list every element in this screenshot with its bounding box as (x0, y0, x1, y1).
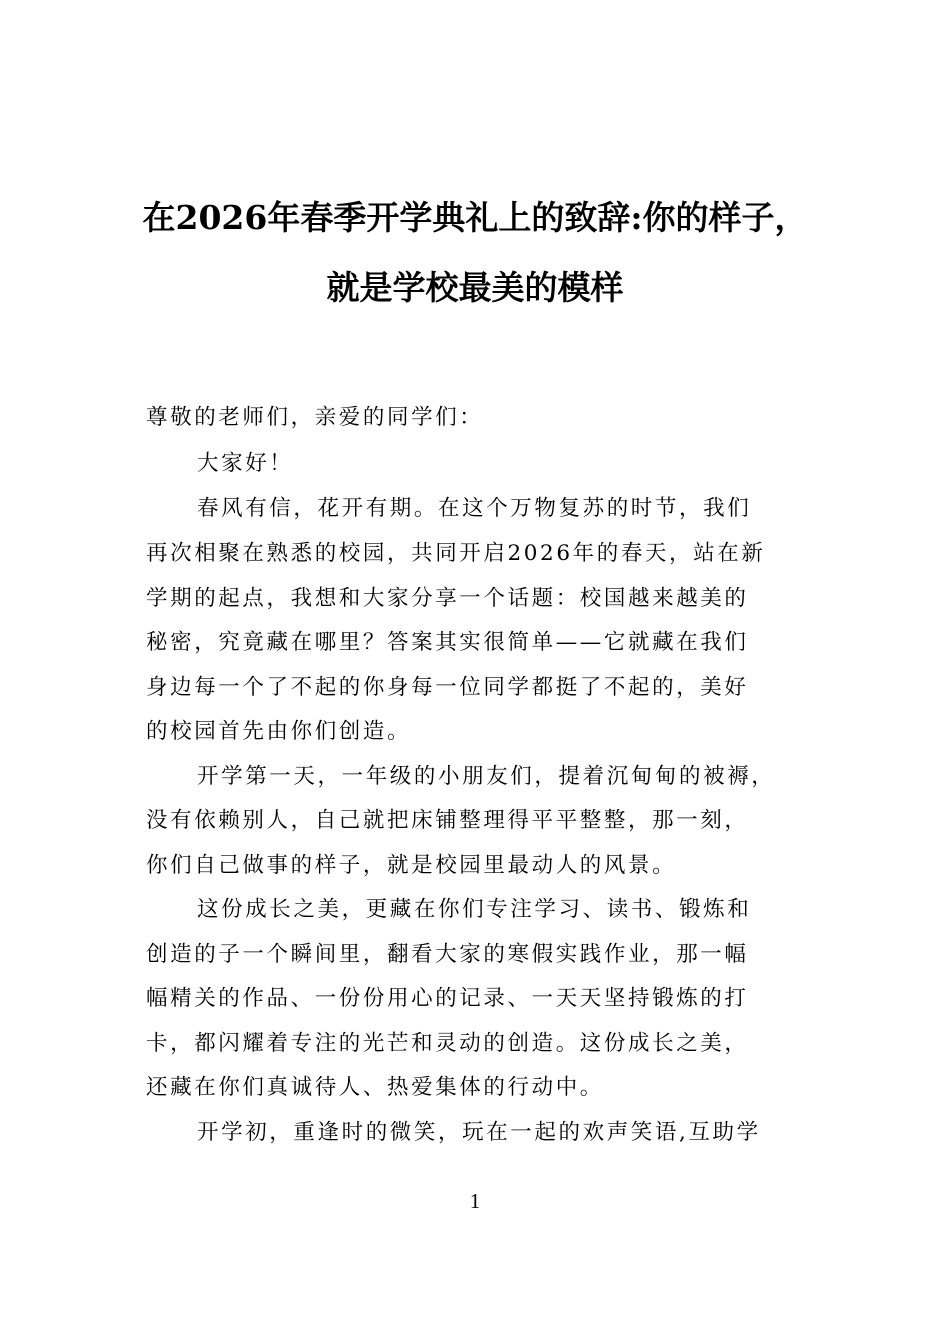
title-line-1: 在2026年春季开学典礼上的致辞:你的样子， (142, 198, 808, 237)
title-line-2: 就是学校最美的模样 (326, 268, 624, 307)
paragraph-line: 这份成长之美，更藏在你们专注学习、读书、锻炼和 (197, 897, 752, 922)
paragraph-line: 身边每一个了不起的你身每一位同学都挺了不起的，美好 (146, 675, 749, 700)
paragraph-line: 创造的子一个瞬间里，翻看大家的寒假实践作业，那一幅 (146, 942, 749, 967)
paragraph-line: 春风有信，花开有期。在这个万物复苏的时节，我们 (197, 496, 752, 521)
paragraph-line: 幅精关的作品、一份份用心的记录、一天天坚持锻炼的打 (146, 986, 749, 1011)
paragraph-line: 卡，都闪耀着专注的光芒和灵动的创造。这份成长之美， (146, 1031, 749, 1056)
paragraph-line: 还藏在你们真诚待人、热爱集体的行动中。 (146, 1075, 604, 1100)
greeting: 大家好！ (197, 451, 294, 476)
page-number: 1 (469, 1189, 481, 1213)
paragraph-line: 学期的起点，我想和大家分享一个话题：校国越来越美的 (146, 586, 749, 611)
paragraph-line: 开学初，重逢时的微笑，玩在一起的欢声笑语,互助学 (197, 1120, 761, 1145)
paragraph-line: 的校园首先由你们创造。 (146, 719, 412, 744)
paragraph-line: 开学第一天，一年级的小朋友们，提着沉甸甸的被褥， (197, 764, 776, 789)
salutation: 尊敬的老师们，亲爱的同学们： (146, 405, 484, 430)
paragraph-line: 你们自己做事的样子，就是校园里最动人的风景。 (146, 853, 677, 878)
paragraph-line: 再次相聚在熟悉的校园，共同开启2026年的春天，站在新 (146, 541, 766, 566)
paragraph-line: 秘密，究竟藏在哪里？答案其实很简单——它就藏在我们 (146, 630, 749, 655)
paragraph-line: 没有依赖别人，自己就把床铺整理得平平整整，那一刻， (146, 808, 749, 833)
